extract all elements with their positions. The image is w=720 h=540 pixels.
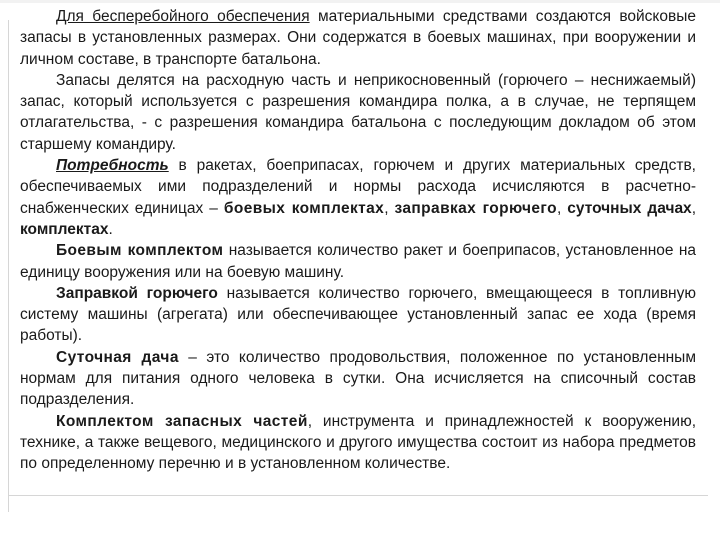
p3-sep-3: , (691, 199, 696, 217)
left-rule (8, 20, 9, 512)
p7-text: , инструмента и принадлежностей к вооружению, технике, а также вещевого, медицинского и другого имущества состоит из набора предметов по определенному перечню и в установленном количестве. (20, 412, 696, 473)
p3-sep-2: , (556, 199, 568, 217)
p4-text: называется количество ракет и боеприпасов, установленное на единицу вооружения или на боевую машину. (20, 242, 696, 281)
term-fuel-fill: Заправкой горючего (56, 284, 218, 302)
p6-text: – это количество продовольствия, положенное по установленным нормам для питания одного человека в сутки. Она исчисляется на списочный состав подразделения. (20, 348, 696, 409)
term-spare-parts-kit: Комплектом запасных частей (56, 412, 308, 430)
unit-daily-rations: суточных дачах (567, 199, 692, 217)
p5-text: называется количество горючего, вмещающееся в топливную систему машины (агрегата) или обеспечивающее установленный запас ее хода (время работы). (20, 284, 696, 345)
paragraph-5 (20, 283, 696, 347)
paragraph-1 (20, 6, 696, 70)
p1-text: материальными средствами создаются войсковые запасы в установленных размерах. Они содержатся в боевых машинах, при вооружении и личном составе, в транспорте батальона. (20, 8, 696, 68)
paragraph-7 (20, 411, 696, 475)
p3-sep-1: , (384, 199, 395, 217)
term-potrebnost: Потребность (56, 157, 169, 175)
p2-text: Запасы делятся на расходную часть и неприкосновенный (горючего – неснижаемый) запас, который используется с разрешения командира полка, а в случае, не терпящем отлагательства, - с разрешения командира батальона с последующим докладом об этом старшему командиру. (20, 71, 696, 153)
paragraph-4 (20, 240, 696, 283)
p1-lead: Для бесперебойного обеспечения (56, 8, 310, 25)
p3-text-1: в ракетах, боеприпасах, горючем и других материальных средств, обеспечиваемых ими подразделений и нормы расхода исчисляются в расчетно-снабженческих единицах – (20, 157, 696, 217)
unit-fuel-fills: заправках горючего (394, 199, 557, 217)
unit-combat-sets: боевых комплектах (223, 199, 385, 217)
paragraph-2 (20, 70, 696, 155)
document-body (20, 6, 696, 475)
top-border (0, 0, 720, 3)
paragraph-6 (20, 347, 696, 411)
term-daily-ration: Суточная дача (56, 348, 179, 366)
unit-kits: комплектах (20, 220, 109, 238)
paragraph-3 (20, 155, 696, 240)
p3-end: . (108, 220, 113, 238)
bottom-rule (8, 495, 708, 496)
term-combat-set: Боевым комплектом (56, 242, 224, 260)
